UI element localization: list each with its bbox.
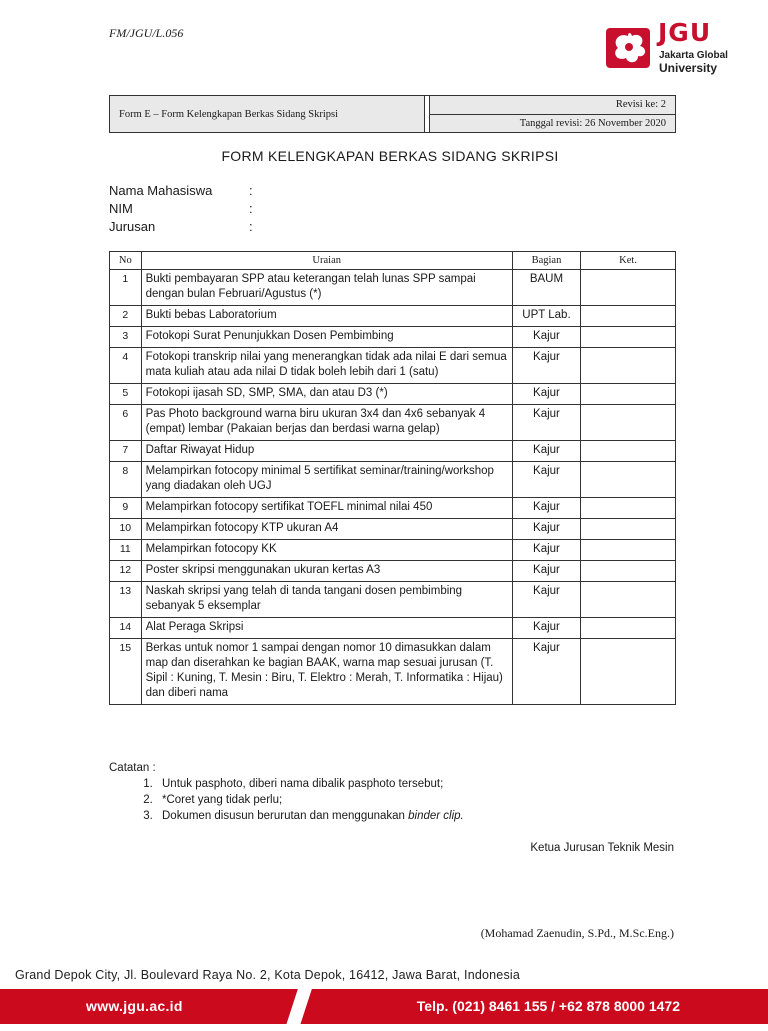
field-label: Jurusan (109, 219, 156, 234)
row-note-cell[interactable] (581, 561, 676, 582)
row-number: 5 (110, 384, 142, 405)
row-description: Bukti pembayaran SPP atau keterangan telah lunas SPP sampai dengan bulan Februari/Agustus (*) (141, 270, 512, 306)
orchid-logo-icon (604, 22, 654, 72)
row-number: 15 (110, 639, 142, 705)
row-department: Kajur (512, 498, 580, 519)
document-code: FM/JGU/L.056 (109, 26, 184, 40)
row-description: Fotokopi transkrip nilai yang menerangkan tidak ada nilai E dari semua mata kuliah atau ada nilai D tidak boleh lebih dari 1 (satu) (141, 348, 512, 384)
note-item (156, 808, 464, 824)
row-number: 14 (110, 618, 142, 639)
row-note-cell[interactable] (581, 327, 676, 348)
row-description: Bukti bebas Laboratorium (141, 306, 512, 327)
notes-heading: Catatan : (109, 762, 156, 774)
row-number: 11 (110, 540, 142, 561)
row-department: BAUM (512, 270, 580, 306)
row-number: 3 (110, 327, 142, 348)
row-department: Kajur (512, 348, 580, 384)
table-header-row (110, 252, 676, 270)
footer-phone: Telp. (021) 8461 155 / +62 878 8000 1472 (416, 998, 680, 1014)
row-note-cell[interactable] (581, 348, 676, 384)
header-description: Uraian (141, 252, 512, 270)
revision-number: Revisi ke: 2 (430, 96, 675, 115)
field-label: Nama Mahasiswa (109, 183, 213, 198)
row-description: Melampirkan fotocopy sertifikat TOEFL minimal nilai 450 (141, 498, 512, 519)
note-text: Dokumen disusun berurutan dan menggunakan (162, 810, 409, 822)
row-note-cell[interactable] (581, 498, 676, 519)
row-description: Melampirkan fotocopy KTP ukuran A4 (141, 519, 512, 540)
row-department: Kajur (512, 618, 580, 639)
table-row (110, 582, 676, 618)
row-number: 2 (110, 306, 142, 327)
row-description: Pas Photo background warna biru ukuran 3x4 dan 4x6 sebanyak 4 (empat) lembar (Pakaian berjas dan berdasi warna gelap) (141, 405, 512, 441)
requirements-table (109, 251, 676, 705)
row-note-cell[interactable] (581, 270, 676, 306)
row-number: 4 (110, 348, 142, 384)
revision-date: Tanggal revisi: 26 November 2020 (430, 115, 675, 133)
row-description: Daftar Riwayat Hidup (141, 441, 512, 462)
signature-name: (Mohamad Zaenudin, S.Pd., M.Sc.Eng.) (480, 926, 674, 940)
form-title: FORM KELENGKAPAN BERKAS SIDANG SKRIPSI (221, 148, 559, 164)
row-note-cell[interactable] (581, 384, 676, 405)
field-separator: : (249, 183, 253, 198)
header-department: Bagian (512, 252, 580, 270)
note-text: Untuk pasphoto, diberi nama dibalik pasphoto tersebut; (162, 778, 444, 790)
table-row (110, 618, 676, 639)
row-number: 13 (110, 582, 142, 618)
row-number: 6 (110, 405, 142, 441)
table-row (110, 384, 676, 405)
row-number: 8 (110, 462, 142, 498)
table-row (110, 327, 676, 348)
row-description: Berkas untuk nomor 1 sampai dengan nomor 10 dimasukkan dalam map dan diserahkan ke bagian BAAK, warna map sesuai jurusan (T. Sipil : Kuning, T. Mesin : Biru, T. Elektro : Merah, T. Informatika : Hijau) dan diberi nama (141, 639, 512, 705)
row-description: Alat Peraga Skripsi (141, 618, 512, 639)
row-description: Fotokopi ijasah SD, SMP, SMA, dan atau D3 (*) (141, 384, 512, 405)
header-note: Ket. (581, 252, 676, 270)
row-note-cell[interactable] (581, 462, 676, 498)
table-row (110, 561, 676, 582)
row-department: Kajur (512, 639, 580, 705)
table-row (110, 540, 676, 561)
footer-website-link[interactable]: www.jgu.ac.id (86, 998, 183, 1014)
signature-title: Ketua Jurusan Teknik Mesin (530, 842, 674, 854)
note-emphasis: binder clip. (408, 810, 464, 822)
row-department: Kajur (512, 384, 580, 405)
row-description: Poster skripsi menggunakan ukuran kertas A3 (141, 561, 512, 582)
row-number: 7 (110, 441, 142, 462)
table-row (110, 498, 676, 519)
row-department: Kajur (512, 561, 580, 582)
row-department: Kajur (512, 327, 580, 348)
row-department: UPT Lab. (512, 306, 580, 327)
row-number: 9 (110, 498, 142, 519)
table-row (110, 306, 676, 327)
row-department: Kajur (512, 405, 580, 441)
student-fields (109, 183, 253, 237)
table-row (110, 639, 676, 705)
note-item (156, 776, 464, 792)
note-item (156, 792, 464, 808)
form-name: Form E – Form Kelengkapan Berkas Sidang Skripsi (110, 96, 425, 132)
row-department: Kajur (512, 519, 580, 540)
field-label: NIM (109, 201, 133, 216)
note-text: *Coret yang tidak perlu; (162, 794, 283, 806)
logo-line-1: Jakarta Global (659, 50, 728, 61)
row-department: Kajur (512, 462, 580, 498)
logo-brand: JGU (658, 18, 712, 47)
notes-list (109, 776, 464, 824)
row-number: 10 (110, 519, 142, 540)
table-row (110, 270, 676, 306)
field-separator: : (249, 219, 253, 234)
row-note-cell[interactable] (581, 405, 676, 441)
row-note-cell[interactable] (581, 441, 676, 462)
table-row (110, 405, 676, 441)
row-description: Naskah skripsi yang telah di tanda tangani dosen pembimbing sebanyak 5 eksemplar (141, 582, 512, 618)
row-note-cell[interactable] (581, 540, 676, 561)
table-row (110, 462, 676, 498)
row-description: Fotokopi Surat Penunjukkan Dosen Pembimbing (141, 327, 512, 348)
logo-line-2: University (659, 61, 718, 75)
footer-address: Grand Depok City, Jl. Boulevard Raya No. 2, Kota Depok, 16412, Jawa Barat, Indonesia (15, 968, 521, 982)
row-number: 12 (110, 561, 142, 582)
jgu-logo (604, 18, 734, 78)
row-note-cell[interactable] (581, 582, 676, 618)
row-note-cell[interactable] (581, 639, 676, 705)
row-department: Kajur (512, 540, 580, 561)
row-department: Kajur (512, 582, 580, 618)
form-header-table (109, 95, 676, 133)
field-nim[interactable] (109, 201, 253, 219)
table-row (110, 441, 676, 462)
field-department[interactable] (109, 219, 253, 237)
row-description: Melampirkan fotocopy KK (141, 540, 512, 561)
header-no: No (110, 252, 142, 270)
row-description: Melampirkan fotocopy minimal 5 sertifikat seminar/training/workshop yang diadakan oleh UGJ (141, 462, 512, 498)
row-note-cell[interactable] (581, 618, 676, 639)
row-note-cell[interactable] (581, 306, 676, 327)
table-row (110, 519, 676, 540)
field-student-name[interactable] (109, 183, 253, 201)
footer-bar (0, 989, 768, 1024)
table-row (110, 348, 676, 384)
field-separator: : (249, 201, 253, 216)
row-department: Kajur (512, 441, 580, 462)
row-number: 1 (110, 270, 142, 306)
row-note-cell[interactable] (581, 519, 676, 540)
notes-section (109, 760, 464, 824)
